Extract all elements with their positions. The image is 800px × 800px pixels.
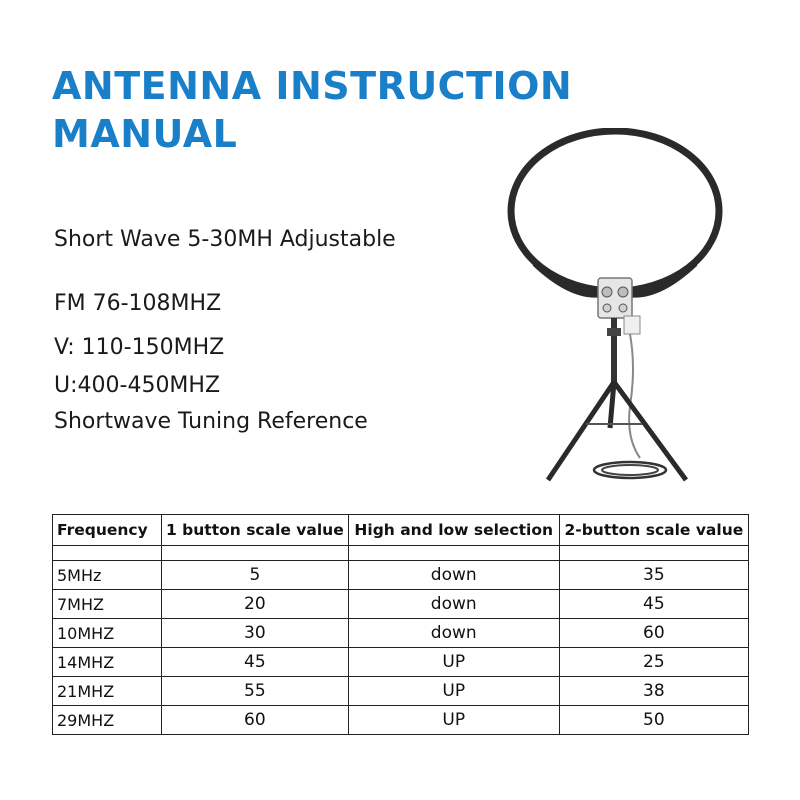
spec-fm: FM 76-108MHZ [54,291,222,316]
header-1-button-scale: 1 button scale value [162,515,349,546]
cell-2-button-scale: 35 [559,561,748,590]
tuner-knob-1 [602,287,612,297]
cell-frequency: 14MHZ [53,648,162,677]
header-high-low-selection: High and low selection [348,515,559,546]
table-row [53,590,749,619]
cell-1-button-scale: 20 [162,590,349,619]
tripod-clamp [607,328,621,336]
cell-1-button-scale: 45 [162,648,349,677]
spec-vhf: V: 110-150MHZ [54,335,225,360]
page-title: ANTENNA INSTRUCTION MANUAL [52,64,573,156]
header-frequency: Frequency [53,515,162,546]
cell-1-button-scale: 55 [162,677,349,706]
cell-1-button-scale: 30 [162,619,349,648]
tuner-side-module [624,316,640,334]
tuner-box [598,278,632,318]
cell-2-button-scale: 60 [559,619,748,648]
cell-high-low: down [348,561,559,590]
cell-2-button-scale: 45 [559,590,748,619]
cell-high-low: down [348,590,559,619]
cell-1-button-scale: 5 [162,561,349,590]
table-row [53,648,749,677]
cell-frequency: 29MHZ [53,706,162,735]
loop-antenna-illustration [490,128,740,498]
cell-2-button-scale: 25 [559,648,748,677]
table-row [53,706,749,735]
cell-high-low: UP [348,677,559,706]
header-2-button-scale: 2-button scale value [559,515,748,546]
table-row [53,619,749,648]
cell-high-low: UP [348,648,559,677]
coax-cable [629,334,640,458]
table-spacer-row [53,546,749,561]
cell-frequency: 10MHZ [53,619,162,648]
cell-2-button-scale: 38 [559,677,748,706]
table-header-row [53,515,749,546]
spec-uhf: U:400-450MHZ [54,373,221,398]
cell-frequency: 21MHZ [53,677,162,706]
cell-high-low: UP [348,706,559,735]
tuning-reference-table [52,514,749,735]
tuner-knob-2 [618,287,628,297]
table-row [53,677,749,706]
spec-tuning-reference: Shortwave Tuning Reference [54,409,368,434]
table-row [53,561,749,590]
tripod-mast [611,318,617,384]
cell-2-button-scale: 50 [559,706,748,735]
cable-coil-inner [602,465,658,475]
cell-high-low: down [348,619,559,648]
tuner-knob-3 [603,304,611,312]
cell-frequency: 5MHz [53,561,162,590]
cell-1-button-scale: 60 [162,706,349,735]
tuner-knob-4 [619,304,627,312]
spec-shortwave: Short Wave 5-30MH Adjustable [54,227,396,252]
cell-frequency: 7MHZ [53,590,162,619]
